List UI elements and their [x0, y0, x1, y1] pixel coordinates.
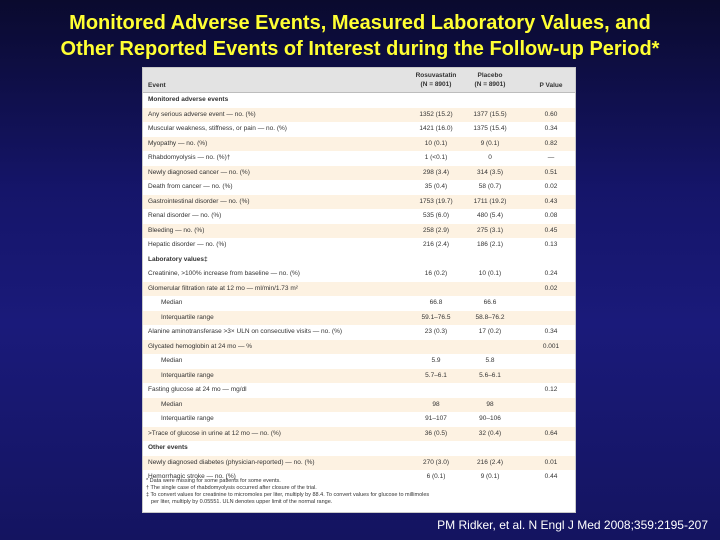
rosuvastatin-value: 5.9: [431, 357, 441, 364]
table-row: [143, 238, 575, 253]
section-header-row: [143, 441, 575, 456]
event-label: Interquartile range: [161, 415, 214, 422]
p-value: 0.60: [544, 110, 558, 118]
event-label: Gastrointestinal disorder — no. (%): [148, 197, 250, 205]
rosuvastatin-value: 535 (6.0): [422, 212, 450, 219]
slide-title-line2: Other Reported Events of Interest during the Follow-up Period*: [60, 38, 660, 60]
p-value: 0.02: [544, 284, 558, 292]
placebo-value: 1375 (15.4): [473, 125, 507, 132]
table-header: [143, 68, 575, 93]
event-label: Bleeding — no. (%): [148, 226, 205, 234]
p-value: 0.64: [544, 429, 558, 437]
placebo-value: 58.8–76.2: [475, 313, 505, 321]
header-p-value: P Value: [539, 82, 563, 89]
event-label: Median: [161, 357, 183, 364]
placebo-value: 0: [488, 154, 492, 161]
placebo-value: 9 (0.1): [480, 139, 500, 147]
slide-title: [0, 10, 720, 62]
footnote: per liter, multiply by 0.05551. ULN denotes upper limit of the normal range.: [151, 499, 333, 505]
placebo-value: 5.8: [485, 357, 495, 364]
p-value: 0.24: [544, 270, 558, 277]
table-row: [143, 340, 575, 355]
placebo-value: 1711 (19.2): [473, 197, 507, 205]
header-rosuvastatin-n: (N = 8901): [420, 81, 452, 88]
rosuvastatin-value: 1 (<0.1): [424, 154, 448, 161]
event-label: Interquartile range: [161, 371, 214, 379]
header-placebo: Placebo: [477, 72, 503, 79]
rosuvastatin-value: 91–107: [425, 415, 447, 422]
section-header-row: [143, 253, 575, 268]
header-rosuvastatin: Rosuvastatin: [415, 72, 457, 79]
event-label: Newly diagnosed diabetes (physician-reported) — no. (%): [148, 458, 315, 466]
footnotes: [146, 478, 574, 506]
table-row: [143, 209, 575, 224]
table-row: [143, 296, 575, 311]
footnote: † The single case of rhabdomyolysis occurred after closure of the trial.: [146, 485, 317, 491]
placebo-value: 1377 (15.5): [473, 110, 507, 118]
event-label: Hepatic disorder — no. (%): [148, 241, 227, 248]
placebo-value: 186 (2.1): [476, 241, 504, 248]
citation: PM Ridker, et al. N Engl J Med 2008;359:2195-207: [437, 518, 708, 532]
table-row: [143, 122, 575, 137]
table-row: [143, 137, 575, 152]
table-row: [143, 166, 575, 181]
placebo-value: 32 (0.4): [478, 429, 502, 437]
table-row: [143, 398, 575, 413]
p-value: —: [547, 154, 555, 161]
rosuvastatin-value: 1753 (19.7): [419, 197, 453, 205]
p-value: 0.44: [544, 473, 558, 480]
event-label: Interquartile range: [161, 313, 214, 321]
event-label: Renal disorder — no. (%): [148, 212, 222, 219]
p-value: 0.45: [544, 226, 558, 234]
event-label: Fasting glucose at 24 mo — mg/dl: [148, 386, 247, 393]
placebo-value: 5.6–6.1: [479, 371, 501, 379]
table-row: [143, 108, 575, 123]
table-row: [143, 325, 575, 340]
table-row: [143, 224, 575, 239]
table-row: [143, 369, 575, 384]
placebo-value: 98: [486, 400, 494, 408]
rosuvastatin-value: 5.7–6.1: [425, 371, 447, 379]
event-label: Median: [161, 400, 183, 408]
rosuvastatin-value: 59.1–76.5: [421, 313, 451, 321]
event-label: Monitored adverse events: [148, 96, 229, 103]
rosuvastatin-value: 98: [432, 400, 440, 408]
header-event: Event: [148, 82, 166, 89]
table-row: [143, 412, 575, 427]
p-value: 0.12: [544, 386, 558, 393]
event-label: Laboratory values‡: [148, 255, 208, 263]
placebo-value: 10 (0.1): [478, 270, 502, 277]
table-row: [143, 354, 575, 369]
placebo-value: 480 (5.4): [476, 212, 504, 219]
event-label: Any serious adverse event — no. (%): [148, 110, 256, 118]
p-value: 0.01: [544, 458, 558, 466]
footnote: ‡ To convert values for creatinine to micromoles per liter, multiply by 88.4. To convert values for glucose to millimoles: [146, 492, 430, 498]
p-value: 0.08: [544, 212, 558, 219]
table-row: [143, 311, 575, 326]
table-row: [143, 151, 575, 166]
table-row: [143, 383, 575, 398]
event-label: Median: [161, 299, 183, 306]
events-table: [142, 67, 576, 513]
event-label: Glycated hemoglobin at 24 mo — %: [148, 342, 253, 350]
rosuvastatin-value: 216 (2.4): [422, 241, 450, 248]
placebo-value: 90–106: [479, 415, 501, 422]
header-placebo-n: (N = 8901): [474, 81, 506, 88]
event-label: >Trace of glucose in urine at 12 mo — no. (%): [148, 429, 281, 437]
p-value: 0.43: [544, 197, 558, 205]
p-value: 0.13: [544, 241, 558, 248]
rosuvastatin-value: 1421 (16.0): [419, 125, 453, 132]
slide-title-line1: Monitored Adverse Events, Measured Laboratory Values, and: [69, 12, 651, 34]
event-label: Hemorrhagic stroke — no. (%): [148, 473, 236, 480]
rosuvastatin-value: 35 (0.4): [424, 183, 448, 190]
table-row: [143, 456, 575, 471]
placebo-value: 314 (3.5): [476, 168, 504, 176]
p-value: 0.34: [544, 125, 558, 132]
footnote: * Data were missing for some patients for some events.: [146, 478, 281, 484]
p-value: 0.82: [544, 139, 558, 147]
event-label: Rhabdomyolysis — no. (%)†: [148, 154, 231, 161]
event-label: Death from cancer — no. (%): [148, 183, 233, 190]
event-label: Myopathy — no. (%): [148, 139, 208, 147]
rosuvastatin-value: 270 (3.0): [422, 458, 450, 466]
rosuvastatin-value: 6 (0.1): [426, 473, 446, 480]
rosuvastatin-value: 1352 (15.2): [419, 110, 453, 118]
event-label: Newly diagnosed cancer — no. (%): [148, 168, 250, 176]
placebo-value: 58 (0.7): [478, 183, 502, 190]
table-row: [143, 180, 575, 195]
placebo-value: 216 (2.4): [476, 458, 504, 466]
placebo-value: 66.6: [483, 299, 497, 306]
table-row: [143, 267, 575, 282]
placebo-value: 9 (0.1): [480, 473, 500, 480]
section-header-row: [143, 93, 575, 108]
rosuvastatin-value: 16 (0.2): [424, 270, 448, 277]
rosuvastatin-value: 258 (2.9): [422, 226, 450, 234]
table-row: [143, 427, 575, 442]
event-label: Alanine aminotransferase >3× ULN on consecutive visits — no. (%): [148, 328, 343, 335]
p-value: 0.51: [544, 168, 558, 176]
placebo-value: 275 (3.1): [476, 226, 504, 234]
rosuvastatin-value: 66.8: [429, 299, 443, 306]
rosuvastatin-value: 298 (3.4): [422, 168, 450, 176]
event-label: Muscular weakness, stiffness, or pain — no. (%): [148, 125, 287, 132]
table-row: [143, 195, 575, 210]
rosuvastatin-value: 23 (0.3): [424, 328, 448, 335]
event-label: Glomerular filtration rate at 12 mo — ml/min/1.73 m²: [148, 284, 298, 292]
event-label: Other events: [148, 444, 188, 451]
rosuvastatin-value: 10 (0.1): [424, 139, 448, 147]
placebo-value: 17 (0.2): [478, 328, 502, 335]
p-value: 0.34: [544, 328, 558, 335]
event-label: Creatinine, >100% increase from baseline — no. (%): [148, 270, 300, 277]
p-value: 0.02: [544, 183, 558, 190]
table-row: [143, 282, 575, 297]
p-value: 0.001: [542, 342, 560, 350]
rosuvastatin-value: 36 (0.5): [424, 429, 448, 437]
